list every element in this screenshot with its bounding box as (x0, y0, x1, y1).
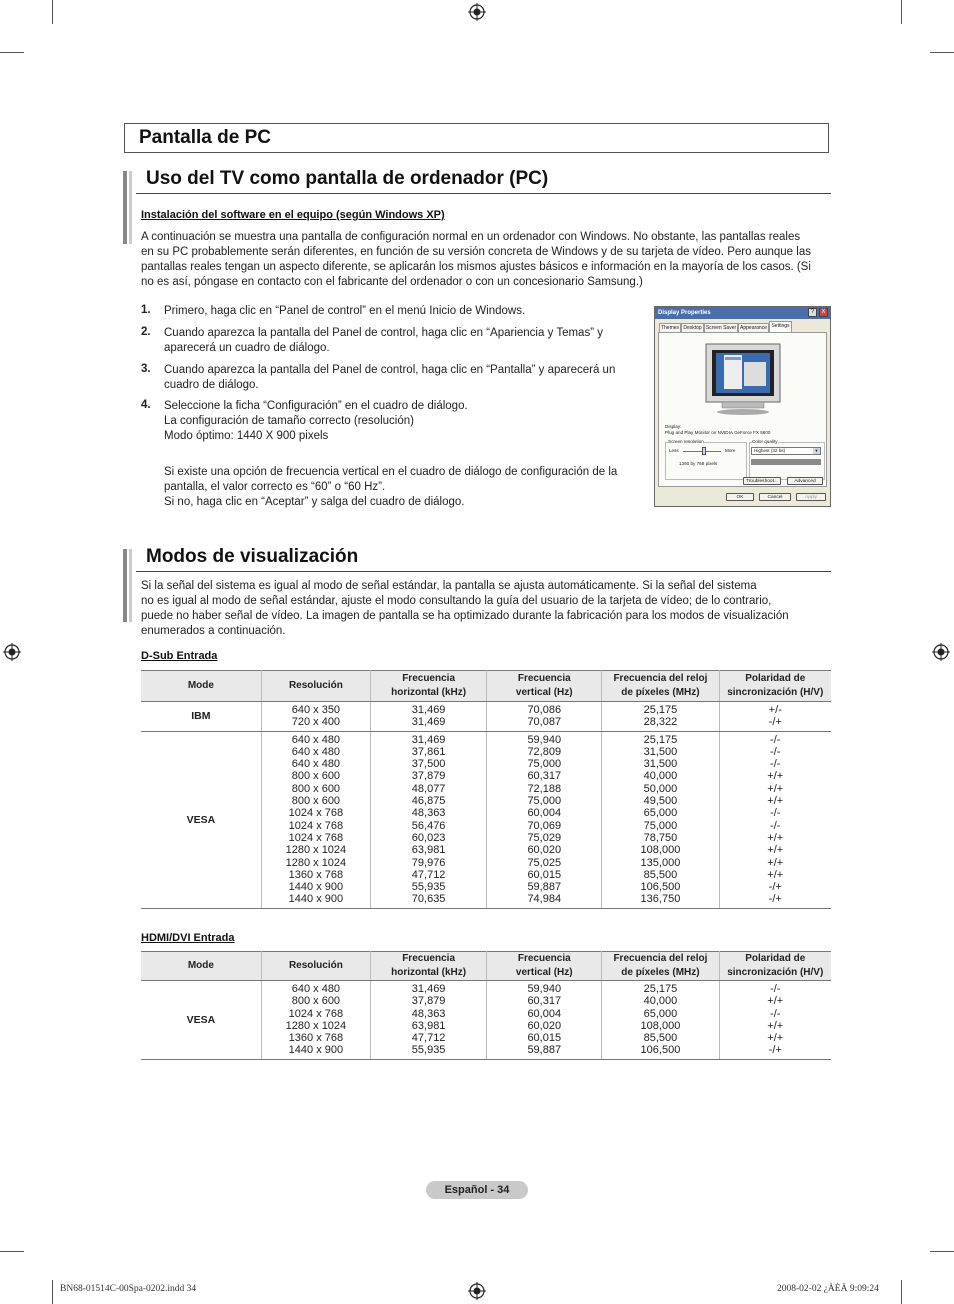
cell-value: +/+ (767, 868, 784, 881)
column-header-h-freq (371, 671, 487, 702)
resolution-cell (261, 981, 370, 1060)
cell-value: +/+ (767, 831, 784, 844)
header-line: sincronización (H/V) (727, 687, 824, 698)
heading-underline (136, 571, 831, 572)
header-line: Frecuencia del reloj (613, 953, 708, 964)
cell-value: 47,712 (411, 1032, 446, 1045)
header-line: horizontal (kHz) (391, 967, 467, 978)
text-line: puede no haber señal de vídeo. La imagen de pantalla se ha optimizado durante la fabricación para los modos de visualización (141, 610, 789, 622)
text-line: La configuración de tamaño correcto (resolución) (164, 415, 414, 427)
chevron-down-icon[interactable]: ▼ (814, 448, 819, 453)
cell-value: 46,875 (411, 795, 446, 808)
cell-value: 55,935 (411, 1044, 446, 1057)
cell-value: +/+ (767, 782, 784, 795)
cell-value: 60,004 (527, 1007, 562, 1020)
cell-value: 31,469 (411, 983, 446, 995)
step-note (164, 465, 617, 510)
cell-value: 60,020 (527, 844, 562, 857)
polarity-cell (719, 702, 831, 732)
cell-value: 55,935 (411, 881, 446, 894)
cell-value: +/- (768, 704, 782, 716)
step-text (164, 363, 615, 393)
tab-desktop[interactable]: Desktop (681, 323, 704, 332)
cell-value: 60,015 (527, 868, 562, 881)
cell-value: 75,000 (643, 819, 678, 832)
header-line: Frecuencia del reloj (613, 673, 708, 684)
cell-value: 79,976 (411, 856, 446, 869)
column-header-pixel-clock (602, 952, 719, 981)
text-line: en su PC probablemente serán diferentes, en función de su versión concreta de Windows y de su tarjeta de vídeo. Pero aunque las (141, 246, 811, 258)
slug-file-info: BN68-01514C-00Spa-0202.indd 34 (60, 1284, 197, 1294)
cell-value: 640 x 480 (291, 758, 341, 771)
header-line: Polaridad de (745, 953, 806, 964)
color-quality-select[interactable] (751, 447, 821, 455)
hdmi-title: HDMI/DVI Entrada (141, 932, 235, 944)
color-quality-value: Highest (32 bit) (754, 448, 786, 453)
mode-cell: VESA (141, 731, 261, 908)
heading-bar (123, 549, 127, 622)
cell-value: 37,879 (411, 995, 446, 1008)
cell-value: 59,887 (527, 1044, 562, 1057)
pixel-clock-cell (602, 702, 719, 732)
page-number-pill (426, 1181, 528, 1199)
page-number: Español - 34 (444, 1184, 510, 1196)
h-freq-cell (371, 731, 487, 908)
cell-value: 60,317 (527, 770, 562, 783)
cell-value: 800 x 600 (291, 782, 341, 795)
section-title: Pantalla de PC (139, 127, 271, 148)
resolution-cell (261, 702, 370, 732)
cell-value: -/+ (768, 1044, 782, 1057)
column-header-v-freq (487, 952, 602, 981)
heading-display-modes: Modos de visualización (146, 546, 359, 567)
table-row (141, 981, 831, 1060)
cell-value: 1280 x 1024 (285, 856, 347, 869)
display-label: Display: (665, 424, 682, 429)
cell-value: 1024 x 768 (288, 807, 344, 820)
cell-value: 800 x 600 (291, 795, 341, 808)
cell-value: +/+ (767, 995, 784, 1008)
header-line: de píxeles (MHz) (621, 967, 700, 978)
cell-value: +/+ (767, 770, 784, 783)
cell-value: -/+ (768, 893, 782, 906)
header-line: Frecuencia (517, 673, 571, 684)
table-header-row (141, 671, 831, 702)
cell-value: 75,029 (527, 831, 562, 844)
cell-value: 70,069 (527, 819, 562, 832)
cell-value: 78,750 (643, 831, 678, 844)
cell-value: -/- (770, 745, 781, 758)
cell-value: 85,500 (643, 868, 678, 881)
cell-value: 60,004 (527, 807, 562, 820)
column-header-resolution (261, 952, 370, 981)
cell-value: 1360 x 768 (288, 1032, 344, 1045)
display-properties-dialog (654, 306, 831, 507)
resolution-slider-thumb[interactable] (702, 447, 706, 455)
cell-value: 63,981 (411, 1019, 446, 1032)
cell-value: 106,500 (640, 1044, 681, 1057)
cell-value: 1440 x 900 (288, 881, 344, 894)
cell-value: +/+ (767, 1019, 784, 1032)
cell-value: 63,981 (411, 844, 446, 857)
registration-mark-icon (468, 1282, 486, 1300)
table-header-row (141, 952, 831, 981)
screen-resolution-label: Screen resolution (668, 439, 704, 444)
text-line: Primero, haga clic en “Panel de control” en el menú Inicio de Windows. (164, 305, 526, 317)
cell-value: 28,322 (643, 716, 678, 729)
cell-value: 31,469 (411, 716, 446, 729)
v-freq-cell (487, 981, 602, 1060)
cell-value: 1360 x 768 (288, 868, 344, 881)
resolution-value: 1360 by 768 pixels (679, 461, 718, 466)
cell-value: 48,363 (411, 807, 446, 820)
cell-value: 60,023 (411, 831, 446, 844)
cell-value: 37,861 (411, 745, 446, 758)
heading-bar (123, 171, 127, 244)
text-line: A continuación se muestra una pantalla de configuración normal en un ordenador con Windows. No obstante, las pantallas reales (141, 231, 801, 243)
header-line: Frecuencia (517, 953, 571, 964)
text-line: aparecerá un cuadro de diálogo. (164, 342, 330, 354)
cell-value: -/- (770, 807, 781, 820)
polarity-cell (719, 981, 831, 1060)
cell-value: 25,175 (643, 983, 678, 995)
text-line: Modo óptimo: 1440 X 900 pixels (164, 430, 329, 442)
help-icon[interactable]: ? (808, 308, 817, 317)
troubleshoot-button[interactable]: Troubleshoot... (743, 477, 781, 485)
v-freq-cell (487, 731, 602, 908)
table-row (141, 731, 831, 908)
step-text (164, 399, 468, 444)
display-value: Plug and Play Monitor on NVIDIA GeForce FX 5600 (665, 430, 771, 435)
step-number: 1. (141, 304, 151, 316)
text-line: pantalla, el valor correcto es “60” o “60 Hz”. (164, 481, 386, 493)
cell-value: -/+ (768, 881, 782, 894)
cell-value: 800 x 600 (291, 995, 341, 1008)
tab-settings[interactable]: Settings (769, 321, 792, 332)
cell-value: 49,500 (643, 795, 678, 808)
text-line: no es así, póngase en contacto con el fabricante del ordenador o con un concesionario Samsung.) (141, 276, 643, 288)
header-line: sincronización (H/V) (727, 967, 824, 978)
crop-mark (0, 1251, 24, 1252)
crop-mark (52, 1280, 53, 1304)
h-freq-cell (371, 981, 487, 1060)
column-header-mode (141, 671, 261, 702)
cell-value: 65,000 (643, 1007, 678, 1020)
step-number: 3. (141, 363, 151, 375)
cell-value: +/+ (767, 795, 784, 808)
step-number: 4. (141, 399, 151, 411)
text-line: cuadro de diálogo. (164, 379, 259, 391)
column-header-h-freq (371, 952, 487, 981)
heading-underline (136, 193, 831, 194)
cell-value: 65,000 (643, 807, 678, 820)
cell-value: 1440 x 900 (288, 893, 344, 906)
cell-value: 1440 x 900 (288, 1044, 344, 1057)
cell-value: 75,000 (527, 758, 562, 771)
cell-value: 31,469 (411, 733, 446, 746)
header-line: Mode (187, 680, 214, 691)
settings-panel (658, 332, 827, 487)
tab-appearance[interactable]: Appearance (738, 323, 769, 332)
cell-value: 1024 x 768 (288, 831, 344, 844)
heading-bar (129, 171, 132, 244)
dialog-titlebar (655, 307, 830, 319)
dsub-title: D-Sub Entrada (141, 650, 218, 662)
cell-value: +/+ (767, 856, 784, 869)
cell-value: 60,020 (527, 1019, 562, 1032)
cell-value: -/- (770, 819, 781, 832)
step-text (164, 326, 603, 356)
text-line: Si la señal del sistema es igual al modo de señal estándar, la pantalla se ajusta automáticamente. Si la señal del sistema (141, 580, 757, 592)
cell-value: 48,363 (411, 1007, 446, 1020)
text-line: pantallas reales tengan un aspecto diferente, se aplicarán los mismos ajustes básicos e información en la mayoría de los casos. (Si (141, 261, 811, 273)
cell-value: 25,175 (643, 704, 678, 716)
pixel-clock-cell (602, 731, 719, 908)
cell-value: 75,025 (527, 856, 562, 869)
heading-pc-display: Uso del TV como pantalla de ordenador (PC) (146, 168, 549, 189)
text-line: Si existe una opción de frecuencia vertical en el cuadro de diálogo de configuración de la (164, 466, 618, 478)
cell-value: 60,015 (527, 1032, 562, 1045)
mode-cell: IBM (141, 702, 261, 732)
text-line: no es igual al modo de señal estándar, ajuste el modo consultando la guía del usuario de la tarjeta de vídeo; de lo contrario, (141, 595, 772, 607)
step-text (164, 304, 525, 319)
close-icon[interactable]: X (819, 308, 828, 317)
modes-paragraph (141, 579, 833, 639)
cell-value: 59,940 (527, 983, 562, 995)
dialog-title: Display Properties (658, 310, 711, 316)
registration-mark-icon (3, 643, 21, 661)
intro-paragraph (141, 230, 833, 290)
cell-value: -/- (770, 758, 781, 771)
cell-value: 25,175 (643, 733, 678, 746)
cell-value: +/+ (767, 1032, 784, 1045)
more-label: More (725, 448, 736, 453)
header-line: vertical (Hz) (515, 967, 573, 978)
header-line: Resolución (288, 680, 343, 691)
cell-value: 59,887 (527, 881, 562, 894)
column-header-v-freq (487, 671, 602, 702)
cell-value: 70,087 (527, 716, 562, 729)
cell-value: 800 x 600 (291, 770, 341, 783)
pixel-clock-cell (602, 981, 719, 1060)
cell-value: 135,000 (640, 856, 681, 869)
cell-value: 48,077 (411, 782, 446, 795)
header-line: de píxeles (MHz) (621, 687, 700, 698)
monitor-icon (704, 342, 782, 416)
cell-value: 1280 x 1024 (285, 1019, 347, 1032)
ok-button[interactable]: OK (726, 493, 754, 501)
cell-value: 720 x 400 (291, 716, 341, 729)
dsub-modes-table (141, 670, 831, 909)
table-row (141, 702, 831, 732)
cell-value: 40,000 (643, 770, 678, 783)
color-quality-label: Color quality (752, 439, 778, 444)
crop-mark (901, 1280, 902, 1304)
registration-mark-icon (932, 643, 950, 661)
cancel-button[interactable]: Cancel (759, 493, 791, 501)
cell-value: 59,940 (527, 733, 562, 746)
cell-value: 640 x 350 (291, 704, 341, 716)
crop-mark (930, 1251, 954, 1252)
v-freq-cell (487, 702, 602, 732)
cell-value: 70,086 (527, 704, 562, 716)
cell-value: 31,469 (411, 704, 446, 716)
polarity-cell (719, 731, 831, 908)
registration-mark-icon (468, 3, 486, 21)
text-line: Si no, haga clic en “Aceptar” y salga del cuadro de diálogo. (164, 496, 465, 508)
cell-value: 31,500 (643, 758, 678, 771)
cell-value: 50,000 (643, 782, 678, 795)
header-line: horizontal (kHz) (391, 687, 467, 698)
resolution-cell (261, 731, 370, 908)
crop-mark (0, 52, 24, 53)
crop-mark (930, 52, 954, 53)
tab-screen-saver[interactable]: Screen Saver (705, 325, 737, 331)
header-line: Polaridad de (745, 673, 806, 684)
hdmi-modes-table (141, 951, 831, 1060)
cell-value: 72,809 (527, 745, 562, 758)
cell-value: -/- (770, 733, 781, 746)
column-header-mode (141, 952, 261, 981)
header-line: vertical (Hz) (515, 687, 573, 698)
section-title-box (124, 123, 829, 153)
column-header-polarity (719, 952, 831, 981)
heading-bar (129, 549, 132, 622)
mode-cell: VESA (141, 981, 261, 1060)
header-line: Frecuencia (402, 673, 456, 684)
apply-button[interactable]: Apply (796, 493, 826, 501)
cell-value: -/+ (768, 716, 782, 729)
header-line: Frecuencia (402, 953, 456, 964)
text-line: enumerados a continuación. (141, 625, 286, 637)
cell-value: 31,500 (643, 745, 678, 758)
cell-value: 47,712 (411, 868, 446, 881)
cell-value: 106,500 (640, 881, 681, 894)
cell-value: 108,000 (640, 1019, 681, 1032)
cell-value: 37,879 (411, 770, 446, 783)
cell-value: 72,188 (527, 782, 562, 795)
text-line: Cuando aparezca la pantalla del Panel de control, haga clic en “Apariencia y Temas” y (164, 327, 603, 339)
cell-value: 70,635 (411, 893, 446, 906)
cell-value: 108,000 (640, 844, 681, 857)
column-header-pixel-clock (602, 671, 719, 702)
crop-mark (52, 0, 53, 24)
text-line: Cuando aparezca la pantalla del Panel de control, haga clic en “Pantalla” y aparecerá un (164, 364, 616, 376)
slug-timestamp: 2008-02-02 ¿ÀÈÄ 9:09:24 (777, 1284, 879, 1294)
cell-value: 60,317 (527, 995, 562, 1008)
color-bar (751, 459, 821, 465)
cell-value: 640 x 480 (291, 733, 341, 746)
cell-value: -/- (770, 983, 781, 995)
cell-value: +/+ (767, 844, 784, 857)
tab-themes[interactable]: Themes (660, 325, 680, 331)
cell-value: 37,500 (411, 758, 446, 771)
cell-value: 1024 x 768 (288, 819, 344, 832)
cell-value: 40,000 (643, 995, 678, 1008)
column-header-resolution (261, 671, 370, 702)
cell-value: 136,750 (640, 893, 681, 906)
cell-value: 74,984 (527, 893, 562, 906)
cell-value: 1024 x 768 (288, 1007, 344, 1020)
subheading-software-install: Instalación del software en el equipo (según Windows XP) (141, 209, 445, 221)
advanced-button[interactable]: Advanced (787, 477, 823, 485)
cell-value: 75,000 (527, 795, 562, 808)
cell-value: 640 x 480 (291, 745, 341, 758)
cell-value: 56,476 (411, 819, 446, 832)
cell-value: 1280 x 1024 (285, 844, 347, 857)
step-number: 2. (141, 326, 151, 338)
cell-value: 640 x 480 (291, 983, 341, 995)
text-line: Seleccione la ficha “Configuración” en el cuadro de diálogo. (164, 400, 468, 412)
less-label: Less (669, 448, 679, 453)
h-freq-cell (371, 702, 487, 732)
column-header-polarity (719, 671, 831, 702)
cell-value: 85,500 (643, 1032, 678, 1045)
header-line: Mode (187, 960, 214, 971)
cell-value: -/- (770, 1007, 781, 1020)
header-line: Resolución (288, 960, 343, 971)
crop-mark (901, 0, 902, 24)
